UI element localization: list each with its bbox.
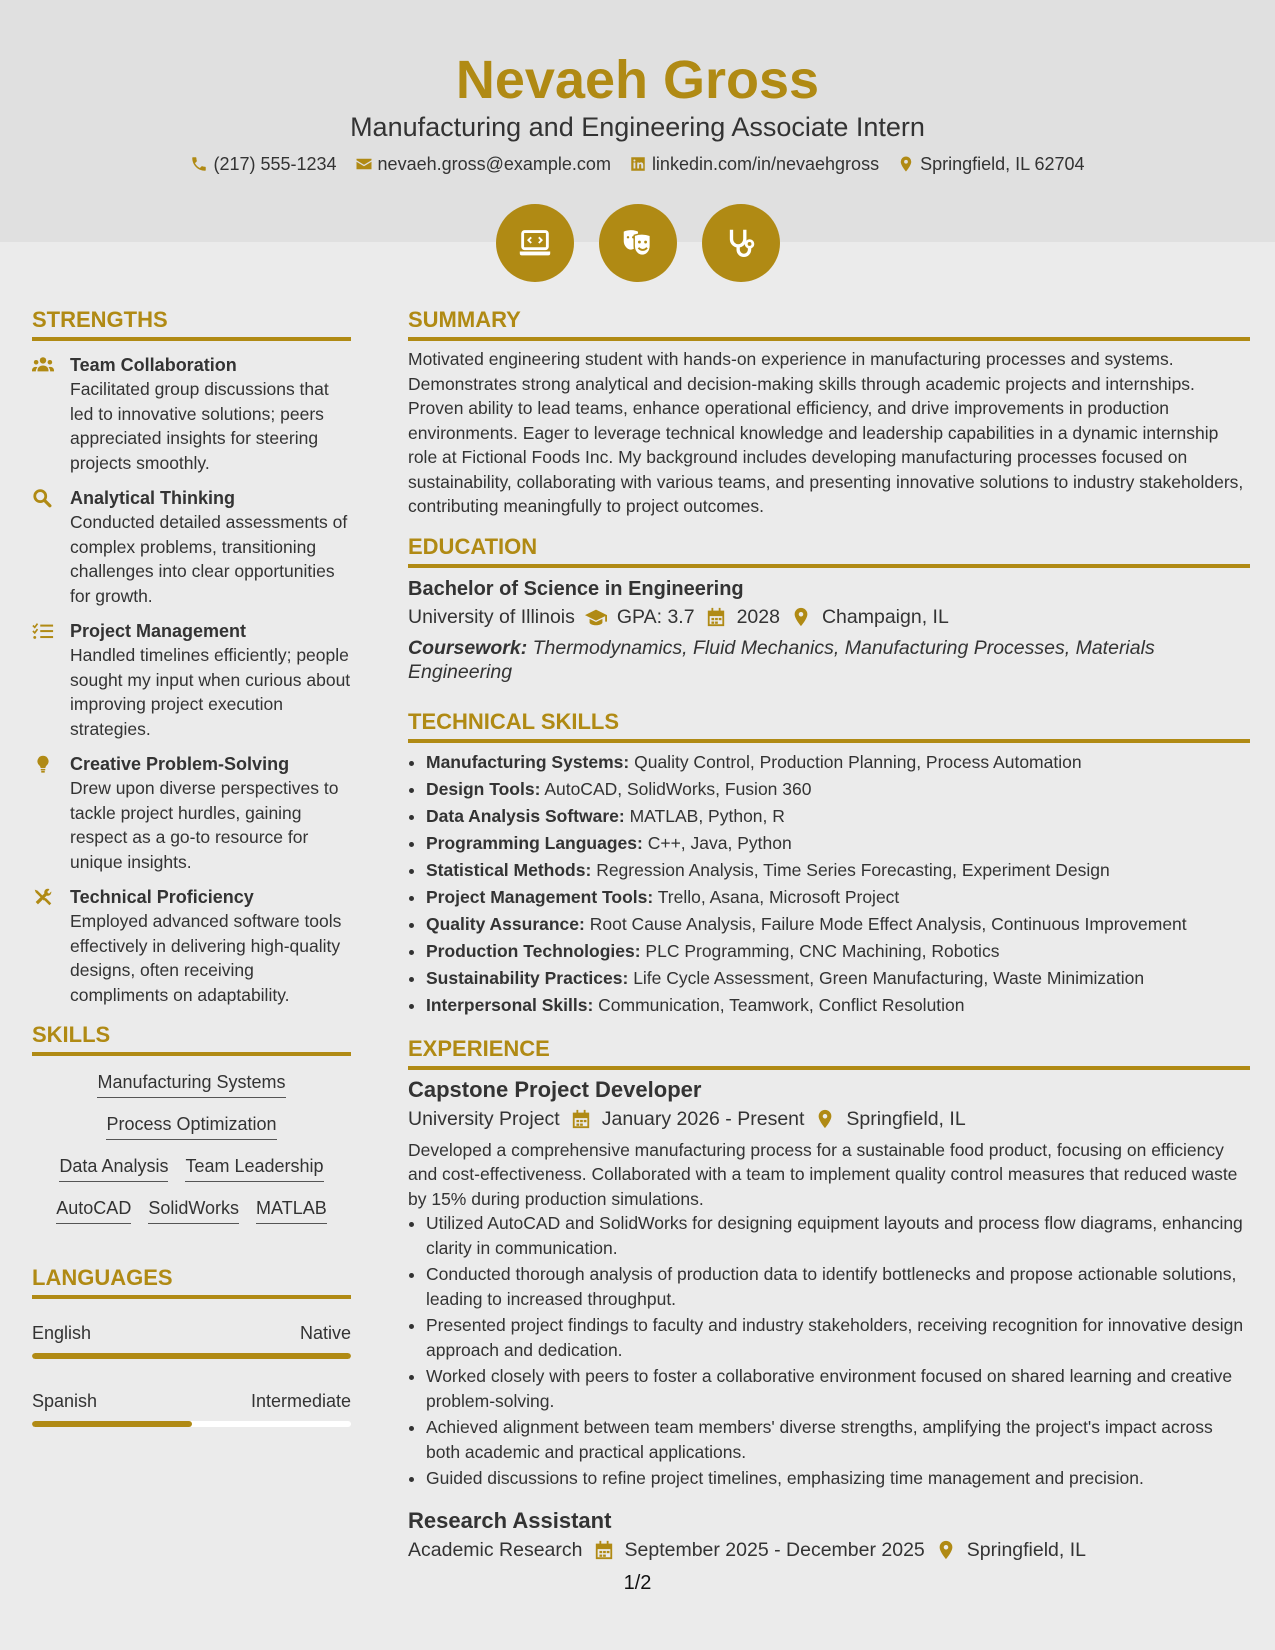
calendar-icon [705,607,727,627]
technical-skills-list [408,749,1250,1019]
gpa: GPA: 3.7 [616,605,695,628]
candidate-name: Nevaeh Gross [455,50,820,110]
school-location: Champaign, IL [821,605,949,628]
list-item: • Conducted thorough analysis of production data to identify bottlenecks and propose actionable solutions, leading to increased throughput. [426,1262,1250,1311]
languages-section [32,1264,351,1427]
job-dates: September 2025 - December 2025 [624,1538,925,1561]
coursework-label: Coursework: [408,636,528,659]
summary-section [408,306,1250,519]
summary-heading: SUMMARY [408,306,1250,341]
list-item: • Utilized AutoCAD and SolidWorks for designing equipment layouts and process flow diagrams, enhancing clarity in communication. [426,1211,1250,1260]
phone-icon [190,155,208,173]
job-title: Capstone Project Developer [408,1076,702,1102]
strength-title: Analytical Thinking [70,488,236,508]
strengths-section [32,306,351,1007]
job-location: Springfield, IL [966,1538,1087,1561]
technical-skills-heading: TECHNICAL SKILLS [408,708,1250,743]
school-name: University of Illinois [408,605,575,628]
language-bar [32,1421,351,1427]
strength-desc: Employed advanced software tools effectively in delivering high-quality designs, often receiving compliments on adaptability. [70,911,342,1005]
language-item [32,1321,351,1359]
language-name: English [32,1323,92,1343]
right-column [408,306,1250,1565]
strength-item [32,752,351,874]
list-item: • Worked closely with peers to foster a collaborative environment focused on shared learning and creative problem-solving. [426,1364,1250,1413]
list-item: • Data Analysis Software: MATLAB, Python, R [426,803,1250,830]
language-level: Native [299,1323,351,1343]
language-name: Spanish [32,1391,98,1411]
language-level: Intermediate [250,1391,351,1411]
skill-tag: AutoCAD [56,1196,131,1224]
list-item: • Production Technologies: PLC Programming, CNC Machining, Robotics [426,938,1250,965]
page-number: 1/2 [623,1572,652,1594]
location-text: Springfield, IL 62704 [920,154,1085,174]
job-bullets [408,1211,1250,1491]
theater-masks-icon [599,204,677,282]
skill-tag: SolidWorks [148,1196,239,1224]
list-item: • Sustainability Practices: Life Cycle Assessment, Green Manufacturing, Waste Minimization [426,965,1250,992]
list-item: • Quality Assurance: Root Cause Analysis, Failure Mode Effect Analysis, Continuous Improvement [426,911,1250,938]
lightbulb-icon [32,754,54,774]
contact-email[interactable] [355,152,611,176]
strength-item [32,885,351,1007]
strength-desc: Drew upon diverse perspectives to tackle project hurdles, gaining respect as a go-to resource for unique insights. [70,778,339,872]
job-org: University Project [408,1107,560,1130]
skills-list [32,1068,351,1224]
languages-heading: LANGUAGES [32,1264,351,1299]
skills-heading: SKILLS [32,1021,351,1056]
coursework [408,636,1250,684]
job-entry [408,1507,1250,1565]
skill-tag: Manufacturing Systems [97,1070,285,1098]
skill-tag: Team Leadership [185,1154,323,1182]
job-title: Research Assistant [408,1507,612,1533]
laptop-code-icon [496,204,574,282]
job-org: Academic Research [408,1538,583,1561]
contact-linkedin[interactable] [629,152,879,176]
list-item: • Guided discussions to refine project timelines, emphasizing time management and precision. [426,1466,1250,1491]
search-icon [32,488,54,508]
list-item: • Programming Languages: C++, Java, Python [426,830,1250,857]
education-section [408,533,1250,684]
resume-header [0,0,1275,242]
experience-heading: EXPERIENCE [408,1035,1250,1070]
strength-item [32,619,351,741]
technical-skills-section [408,708,1250,1019]
experience-section [408,1035,1250,1565]
strength-desc: Conducted detailed assessments of complex problems, transitioning challenges into clear opportunities for growth. [70,512,348,606]
education-meta [408,602,1250,632]
language-item [32,1389,351,1427]
linkedin-text[interactable]: linkedin.com/in/nevaehgross [651,154,880,174]
job-location: Springfield, IL [846,1107,966,1130]
skill-tag: Process Optimization [106,1112,276,1140]
degree-title: Bachelor of Science in Engineering [408,577,744,600]
email-text[interactable]: nevaeh.gross@example.com [377,154,611,174]
phone-text: (217) 555-1234 [213,154,337,174]
list-item: • Project Management Tools: Trello, Asana, Microsoft Project [426,884,1250,911]
map-marker-icon [814,1109,836,1129]
envelope-icon [355,155,373,173]
list-item: • Interpersonal Skills: Communication, Teamwork, Conflict Resolution [426,992,1250,1019]
list-item: • Presented project findings to faculty and industry stakeholders, receiving recognition for innovative design approach and dedication. [426,1313,1250,1362]
job-dates: January 2026 - Present [601,1107,805,1130]
calendar-icon [593,1540,615,1560]
strengths-heading: STRENGTHS [32,306,351,341]
job-description: Developed a comprehensive manufacturing process for a sustainable food product, focusing on efficiency and cost-effectiveness. Collaborated with a team to implement quality control measures that reduced waste by 15% during production simulations. [408,1139,1238,1209]
job-entry [408,1076,1250,1491]
summary-text: Motivated engineering student with hands-on experience in manufacturing processes and systems. Demonstrates strong analytical and decision-making skills through academic projects and internships. Proven ability to lead teams, enhance operational efficiency, and drive improvements in production environments. Eager to leverage technical knowledge and leadership capabilities in a dynamic internship role at Fictional Foods Inc. My background includes developing manufacturing processes focused on sustainability, collaborating with various teams, and presenting innovative solutions to industry stakeholders, contributing meaningfully to project outcomes. [408,349,1244,516]
list-item: • Design Tools: AutoCAD, SolidWorks, Fusion 360 [426,776,1250,803]
users-icon [32,355,54,375]
map-marker-icon [935,1540,957,1560]
graduation-cap-icon [585,607,607,627]
job-meta [408,1535,1250,1565]
strength-desc: Handled timelines efficiently; people sought my input when curious about improving project execution strategies. [70,645,351,739]
contact-info [0,152,1275,176]
strength-title: Creative Problem-Solving [70,754,290,774]
tools-icon [32,887,54,907]
skill-tag: MATLAB [256,1196,327,1224]
strength-item [32,353,351,475]
list-item: • Achieved alignment between team members' diverse strengths, amplifying the project's impact across both academic and practical applications. [426,1415,1250,1464]
interest-icons [0,204,1275,282]
contact-location [897,152,1084,176]
list-check-icon [32,621,54,641]
strength-desc: Facilitated group discussions that led to innovative solutions; peers appreciated insights for steering projects smoothly. [70,379,329,473]
skills-section [32,1021,351,1224]
strength-title: Technical Proficiency [70,887,254,907]
calendar-icon [570,1109,592,1129]
job-target-title: Manufacturing and Engineering Associate Intern [350,112,925,142]
map-marker-icon [790,607,812,627]
linkedin-icon [629,155,647,173]
strength-title: Project Management [70,621,247,641]
stethoscope-icon [702,204,780,282]
contact-phone [190,152,336,176]
strength-title: Team Collaboration [70,355,237,375]
job-meta [408,1104,1250,1134]
list-item: • Manufacturing Systems: Quality Control, Production Planning, Process Automation [426,749,1250,776]
graduation-year: 2028 [736,605,780,628]
language-bar [32,1353,351,1359]
list-item: • Statistical Methods: Regression Analysis, Time Series Forecasting, Experiment Design [426,857,1250,884]
skill-tag: Data Analysis [59,1154,168,1182]
left-column [32,306,351,1445]
map-marker-icon [897,155,915,173]
coursework-list: Thermodynamics, Fluid Mechanics, Manufacturing Processes, Materials Engineering [408,636,1155,683]
strength-item [32,486,351,608]
education-heading: EDUCATION [408,533,1250,568]
